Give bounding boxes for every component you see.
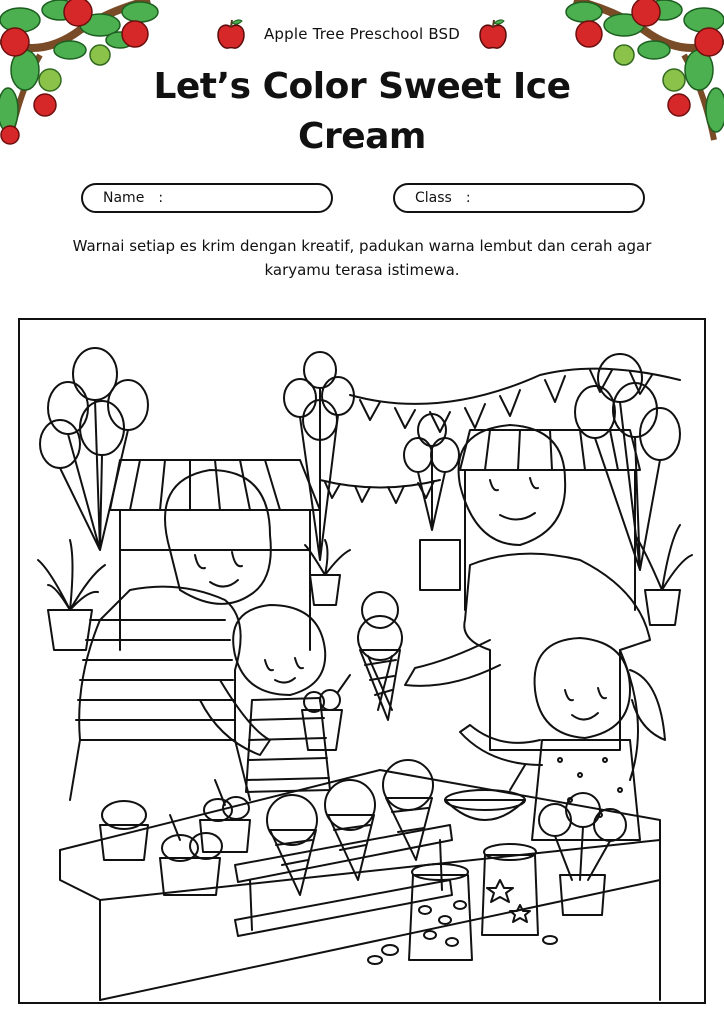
class-field[interactable] bbox=[393, 183, 645, 213]
apple-icon bbox=[216, 18, 246, 50]
held-ice-cream-cone bbox=[358, 592, 402, 720]
sprinkle-bowl bbox=[445, 765, 525, 820]
name-label: Name bbox=[103, 190, 145, 206]
class-colon: : bbox=[465, 190, 471, 206]
page-title: Let’s Color Sweet Ice Cream bbox=[153, 66, 571, 157]
table bbox=[60, 770, 660, 1000]
name-field[interactable] bbox=[81, 183, 333, 213]
ice-cream-cups bbox=[100, 780, 250, 895]
name-colon: : bbox=[158, 190, 164, 206]
school-header bbox=[0, 18, 724, 50]
school-name: Apple Tree Preschool BSD bbox=[263, 25, 461, 43]
instructions-text: Warnai setiap es krim dengan kreatif, padukan warna lembut dan cerah agar karyamu terasa istimewa. bbox=[72, 237, 652, 279]
potted-plants bbox=[38, 525, 692, 650]
coloring-illustration[interactable] bbox=[20, 320, 704, 1002]
class-label: Class bbox=[415, 190, 452, 206]
coloring-frame bbox=[18, 318, 706, 1004]
boy-figure bbox=[233, 605, 350, 792]
apple-icon bbox=[478, 18, 508, 50]
